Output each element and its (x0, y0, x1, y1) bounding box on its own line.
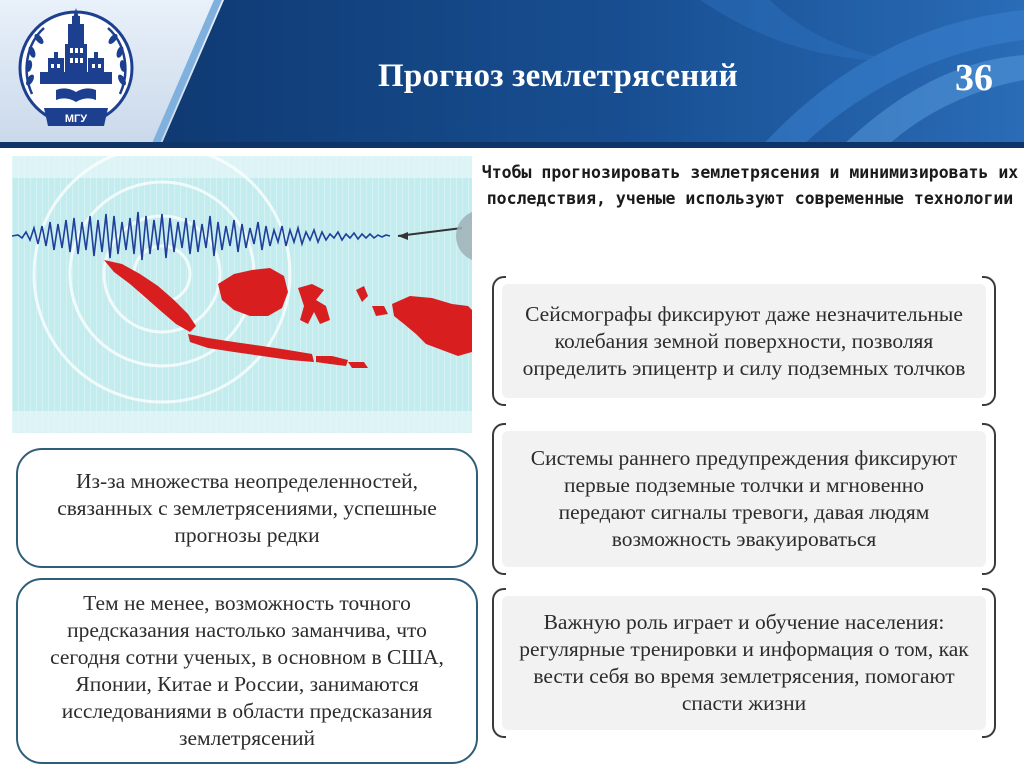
research-text: Тем не менее, возможность точного предсказания настолько заманчива, что сегодня сотни ученых, в основном в США, Японии, Китае и России, занимаются исследованиями в области предсказания землетрясений (50, 591, 444, 750)
education-text: Важную роль играет и обучение населения: регулярные тренировки и информация о том, как вести себя во время землетрясения, помогают спасти жизни (519, 610, 969, 715)
uncertainty-info-box (16, 448, 478, 568)
logo-text: МГУ (64, 113, 88, 125)
seismographs-text: Сейсмографы фиксируют даже незначительные колебания земной поверхности, позволяя определить эпицентр и силу подземных толчков (522, 301, 966, 380)
intro-heading: Чтобы прогнозировать землетрясения и минимизировать их последствия, ученые используют современные технологии (481, 163, 1019, 208)
early-warning-text: Системы раннего предупреждения фиксируют первые подземные толчки и мгновенно передают сигналы тревоги, давая людям возможность эвакуироваться (530, 446, 958, 551)
early-warning-info-box (492, 423, 996, 575)
research-info-box (16, 578, 478, 764)
education-info-box (492, 588, 996, 738)
slide-header (0, 0, 1024, 148)
uncertainty-text: Из-за множества неопределенностей, связанных с землетрясениями, успешные прогнозы редки (57, 468, 437, 547)
msu-emblem-icon (10, 6, 142, 132)
seismographs-info-box (492, 276, 996, 406)
slide-number: 36 (955, 57, 993, 99)
seismograph-map-illustration (12, 156, 472, 433)
page-title: Прогноз землетрясений (378, 58, 738, 94)
